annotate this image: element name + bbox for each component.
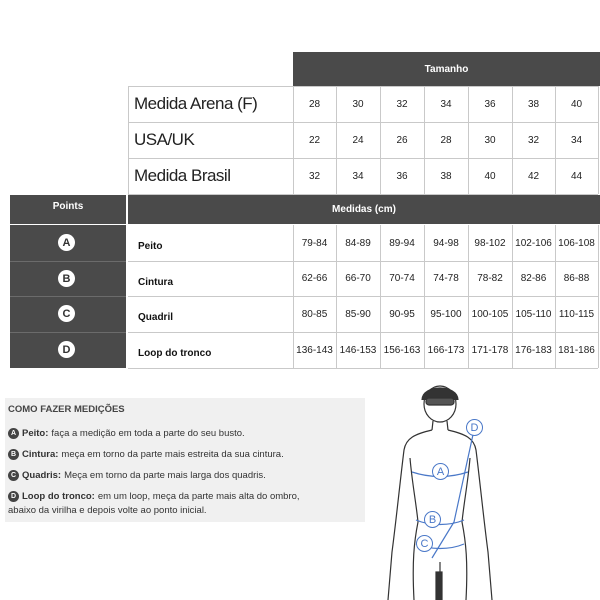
size-cell: 26 xyxy=(396,134,408,146)
howto-text: meça em torno da parte mais estreita da sua cintura. xyxy=(61,449,284,460)
size-cell: 40 xyxy=(484,170,496,182)
size-cell: 38 xyxy=(527,98,540,110)
size-header-title: Tamanho xyxy=(424,63,469,75)
size-cell: 30 xyxy=(484,134,496,146)
howto-term: Loop do tronco: xyxy=(22,491,95,502)
measure-cell: 62-66 xyxy=(301,273,328,284)
measure-cell: 110-115 xyxy=(558,308,595,320)
size-row-label-usa: USA/UK xyxy=(134,130,195,149)
measure-cell: 106-108 xyxy=(558,237,595,249)
measure-cell: 90-95 xyxy=(389,308,415,320)
size-cell: 36 xyxy=(396,170,408,182)
measure-cell: 89-94 xyxy=(389,237,415,249)
howto-text: em um loop, meça da parte mais alta do ombro, xyxy=(97,491,300,502)
measure-cell: 166-173 xyxy=(427,344,465,356)
measure-label-cintura: Cintura xyxy=(138,277,173,288)
measures-header xyxy=(128,195,600,224)
measure-cell: 181-186 xyxy=(558,344,595,356)
measure-cell: 98-102 xyxy=(474,237,506,249)
measure-cell: 85-90 xyxy=(345,308,371,320)
size-cell: 30 xyxy=(352,98,364,110)
measures-header-title: Medidas (cm) xyxy=(332,204,396,215)
howto-term: Peito: xyxy=(22,428,49,439)
goggles-icon xyxy=(426,398,454,405)
measure-cell: 105-110 xyxy=(515,308,552,320)
point-d-badge: D xyxy=(58,341,75,358)
size-cell: 32 xyxy=(396,98,408,110)
point-b-badge: B xyxy=(58,270,75,287)
howto-item-a xyxy=(8,428,245,439)
size-cell: 38 xyxy=(440,170,452,182)
points-header xyxy=(10,195,126,224)
d-icon: D xyxy=(8,491,19,502)
measure-cell: 100-105 xyxy=(471,308,509,320)
measure-cell: 102-106 xyxy=(515,237,552,249)
point-c-badge: C xyxy=(58,305,75,322)
size-cell: 28 xyxy=(308,98,321,110)
figure-label-d: D xyxy=(466,419,483,436)
measure-cell: 86-88 xyxy=(563,273,590,284)
size-cell: 42 xyxy=(527,170,540,182)
points-column xyxy=(10,225,126,368)
measure-label-peito: Peito xyxy=(138,241,163,252)
size-cell: 34 xyxy=(352,170,364,182)
figure-label-b: B xyxy=(424,511,441,528)
size-cell: 32 xyxy=(527,134,540,146)
ruler xyxy=(436,572,442,600)
right-arm xyxy=(448,430,492,600)
howto-item-d xyxy=(8,491,300,502)
measure-cell: 74-78 xyxy=(433,273,459,284)
howto-item-d-cont xyxy=(8,505,207,516)
torso-loop-line xyxy=(432,430,474,558)
figure-label-a: A xyxy=(432,463,449,480)
measure-cell: 66-70 xyxy=(345,273,371,284)
points-header-title: Points xyxy=(52,201,84,212)
size-row-label-arena: Medida Arena (F) xyxy=(134,94,258,113)
size-cell: 40 xyxy=(570,98,583,110)
measure-cell: 95-100 xyxy=(430,308,462,320)
measure-cell: 176-183 xyxy=(515,344,552,356)
howto-text: abaixo da virilha e depois volte ao ponto inicial. xyxy=(8,505,207,516)
size-cell: 34 xyxy=(440,98,452,110)
measure-cell: 171-178 xyxy=(471,344,509,356)
body-figure xyxy=(370,372,510,600)
measure-cell: 70-74 xyxy=(389,273,415,284)
measure-cell: 82-86 xyxy=(520,273,547,284)
howto-item-c xyxy=(8,470,266,481)
point-a-badge: A xyxy=(58,234,75,251)
size-cell: 24 xyxy=(352,134,364,146)
size-cell: 34 xyxy=(570,134,583,146)
howto-text: faça a medição em toda a parte do seu busto. xyxy=(51,428,245,439)
size-cell: 28 xyxy=(440,134,452,146)
howto-term: Cintura: xyxy=(22,449,59,460)
measure-cell: 79-84 xyxy=(301,237,328,249)
measure-cell: 78-82 xyxy=(477,273,503,284)
measure-cell: 80-85 xyxy=(301,308,328,320)
measure-label-loop: Loop do tronco xyxy=(138,348,212,359)
howto-panel xyxy=(5,398,365,522)
howto-term: Quadris: xyxy=(22,470,62,481)
measure-label-quadril: Quadril xyxy=(138,312,174,323)
size-header xyxy=(293,52,600,86)
size-cell: 32 xyxy=(308,170,321,182)
size-cell: 36 xyxy=(484,98,496,110)
howto-text: Meça em torno da parte mais larga dos quadris. xyxy=(64,470,266,481)
b-icon: B xyxy=(8,449,19,460)
size-cell: 22 xyxy=(308,134,321,146)
measure-cell: 156-163 xyxy=(383,344,421,356)
measure-cell: 146-153 xyxy=(339,344,377,356)
torso-left xyxy=(410,458,418,600)
howto-item-b xyxy=(8,449,284,460)
size-row-label-brasil: Medida Brasil xyxy=(134,166,231,185)
size-cell: 44 xyxy=(570,170,583,182)
a-icon: A xyxy=(8,428,19,439)
measure-cell: 94-98 xyxy=(433,237,459,249)
measure-cell: 84-89 xyxy=(345,237,371,249)
c-icon: C xyxy=(8,470,19,481)
measure-cell: 136-143 xyxy=(296,344,333,356)
howto-title: COMO FAZER MEDIÇÕES xyxy=(8,404,125,415)
figure-label-c: C xyxy=(416,535,433,552)
